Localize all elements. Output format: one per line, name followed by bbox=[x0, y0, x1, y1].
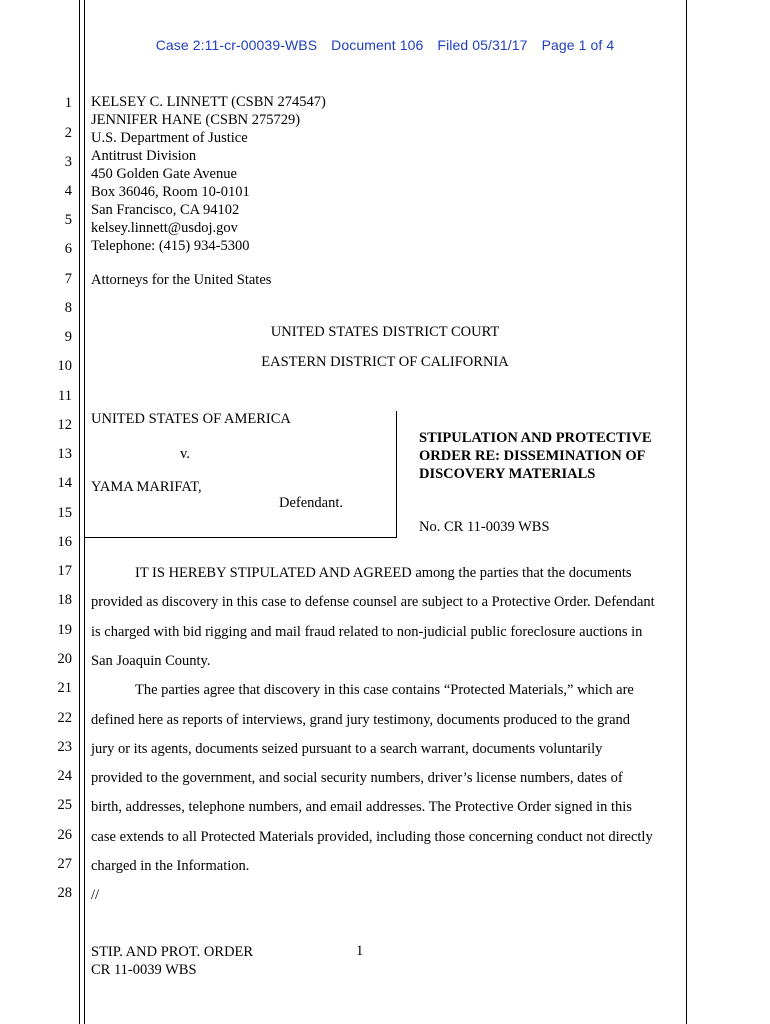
court-name: UNITED STATES DISTRICT COURT bbox=[270, 324, 500, 340]
body-line: The parties agree that discovery in this case contains “Protected Materials,” which are bbox=[135, 682, 634, 698]
line-number: 4 bbox=[64, 183, 72, 199]
line-number: 28 bbox=[57, 885, 72, 901]
header-page-count: Page 1 of 4 bbox=[541, 37, 615, 53]
attorney-line: 450 Golden Gate Avenue bbox=[91, 166, 237, 182]
body-line: is charged with bid rigging and mail fraud related to non-judicial public foreclosure auctions in bbox=[91, 624, 643, 640]
body-line: case extends to all Protected Materials provided, including those concerning conduct not directly bbox=[91, 829, 653, 845]
body-line: birth, addresses, telephone numbers, and email addresses. The Protective Order signed in this bbox=[91, 799, 632, 815]
header-document-number: Document 106 bbox=[331, 37, 424, 53]
caption-defendant: YAMA MARIFAT, bbox=[91, 479, 202, 495]
body-line: defined here as reports of interviews, grand jury testimony, documents produced to the grand bbox=[91, 712, 631, 728]
body-line: charged in the Information. bbox=[91, 858, 250, 874]
footer-page-number: 1 bbox=[356, 943, 364, 959]
line-number: 25 bbox=[57, 797, 72, 813]
line-number: 14 bbox=[57, 475, 72, 491]
document-title bbox=[419, 429, 652, 483]
line-number: 27 bbox=[57, 856, 72, 872]
attorney-line: Antitrust Division bbox=[91, 148, 197, 164]
body-line: IT IS HEREBY STIPULATED AND AGREED among the parties that the documents bbox=[135, 565, 632, 581]
attorney-line: U.S. Department of Justice bbox=[91, 130, 248, 146]
attorney-email: kelsey.linnett@usdoj.gov bbox=[91, 220, 238, 236]
attorney-line: KELSEY C. LINNETT (CSBN 274547) bbox=[91, 94, 326, 110]
caption-plaintiff: UNITED STATES OF AMERICA bbox=[91, 411, 291, 427]
line-number: 3 bbox=[64, 154, 72, 170]
line-number: 22 bbox=[57, 710, 72, 726]
line-number: 10 bbox=[57, 358, 72, 374]
line-number: 7 bbox=[64, 271, 72, 287]
body-line: jury or its agents, documents seized pursuant to a search warrant, documents voluntarily bbox=[91, 741, 603, 757]
line-number: 17 bbox=[57, 563, 72, 579]
line-number: 6 bbox=[64, 241, 72, 257]
line-number: 5 bbox=[64, 212, 72, 228]
line-number: 26 bbox=[57, 827, 72, 843]
body-line: provided to the government, and social security numbers, driver’s license numbers, dates of bbox=[91, 770, 623, 786]
footer bbox=[91, 943, 253, 979]
footer-title: STIP. AND PROT. ORDER bbox=[91, 944, 254, 960]
attorney-line: San Francisco, CA 94102 bbox=[91, 202, 240, 218]
line-number: 13 bbox=[57, 446, 72, 462]
caption-versus: v. bbox=[180, 446, 190, 462]
line-number: 18 bbox=[57, 592, 72, 608]
right-margin-rule bbox=[686, 0, 687, 1024]
header-filed-date: Filed 05/31/17 bbox=[437, 37, 528, 53]
line-number: 23 bbox=[57, 739, 72, 755]
body-line: San Joaquin County. bbox=[91, 653, 211, 669]
line-number: 21 bbox=[57, 680, 72, 696]
body-line: provided as discovery in this case to defense counsel are subject to a Protective Order. Defendant bbox=[91, 594, 655, 610]
attorney-block bbox=[91, 93, 326, 255]
left-margin-rule-inner bbox=[84, 0, 85, 1024]
caption-case-number: No. CR 11-0039 WBS bbox=[419, 519, 550, 535]
body-line: // bbox=[91, 887, 100, 903]
line-number: 12 bbox=[57, 417, 72, 433]
line-number: 20 bbox=[57, 651, 72, 667]
line-number: 9 bbox=[64, 329, 72, 345]
line-number: 1 bbox=[64, 95, 72, 111]
line-number: 24 bbox=[57, 768, 72, 784]
caption-divider-horizontal bbox=[85, 537, 397, 538]
line-number: 11 bbox=[58, 388, 72, 404]
court-district: EASTERN DISTRICT OF CALIFORNIA bbox=[261, 354, 509, 370]
left-margin-rule-outer bbox=[79, 0, 80, 1024]
attorney-line: JENNIFER HANE (CSBN 275729) bbox=[91, 112, 301, 128]
ecf-header-stamp bbox=[0, 37, 770, 53]
line-number: 8 bbox=[64, 300, 72, 316]
line-number: 19 bbox=[57, 622, 72, 638]
header-case-number: Case 2:11-cr-00039-WBS bbox=[155, 37, 318, 53]
line-number: 15 bbox=[57, 505, 72, 521]
attorney-telephone: Telephone: (415) 934-5300 bbox=[91, 238, 250, 254]
attorney-line: Box 36046, Room 10-0101 bbox=[91, 184, 250, 200]
document-title-line: STIPULATION AND PROTECTIVE bbox=[419, 430, 652, 446]
caption-defendant-label: Defendant. bbox=[279, 495, 344, 511]
document-title-line: DISCOVERY MATERIALS bbox=[419, 466, 596, 482]
caption-divider-vertical bbox=[396, 411, 397, 538]
document-title-line: ORDER RE: DISSEMINATION OF bbox=[419, 448, 646, 464]
line-number: 16 bbox=[57, 534, 72, 550]
line-number: 2 bbox=[64, 125, 72, 141]
attorneys-for-label: Attorneys for the United States bbox=[91, 272, 272, 288]
footer-case-number: CR 11-0039 WBS bbox=[91, 962, 197, 978]
